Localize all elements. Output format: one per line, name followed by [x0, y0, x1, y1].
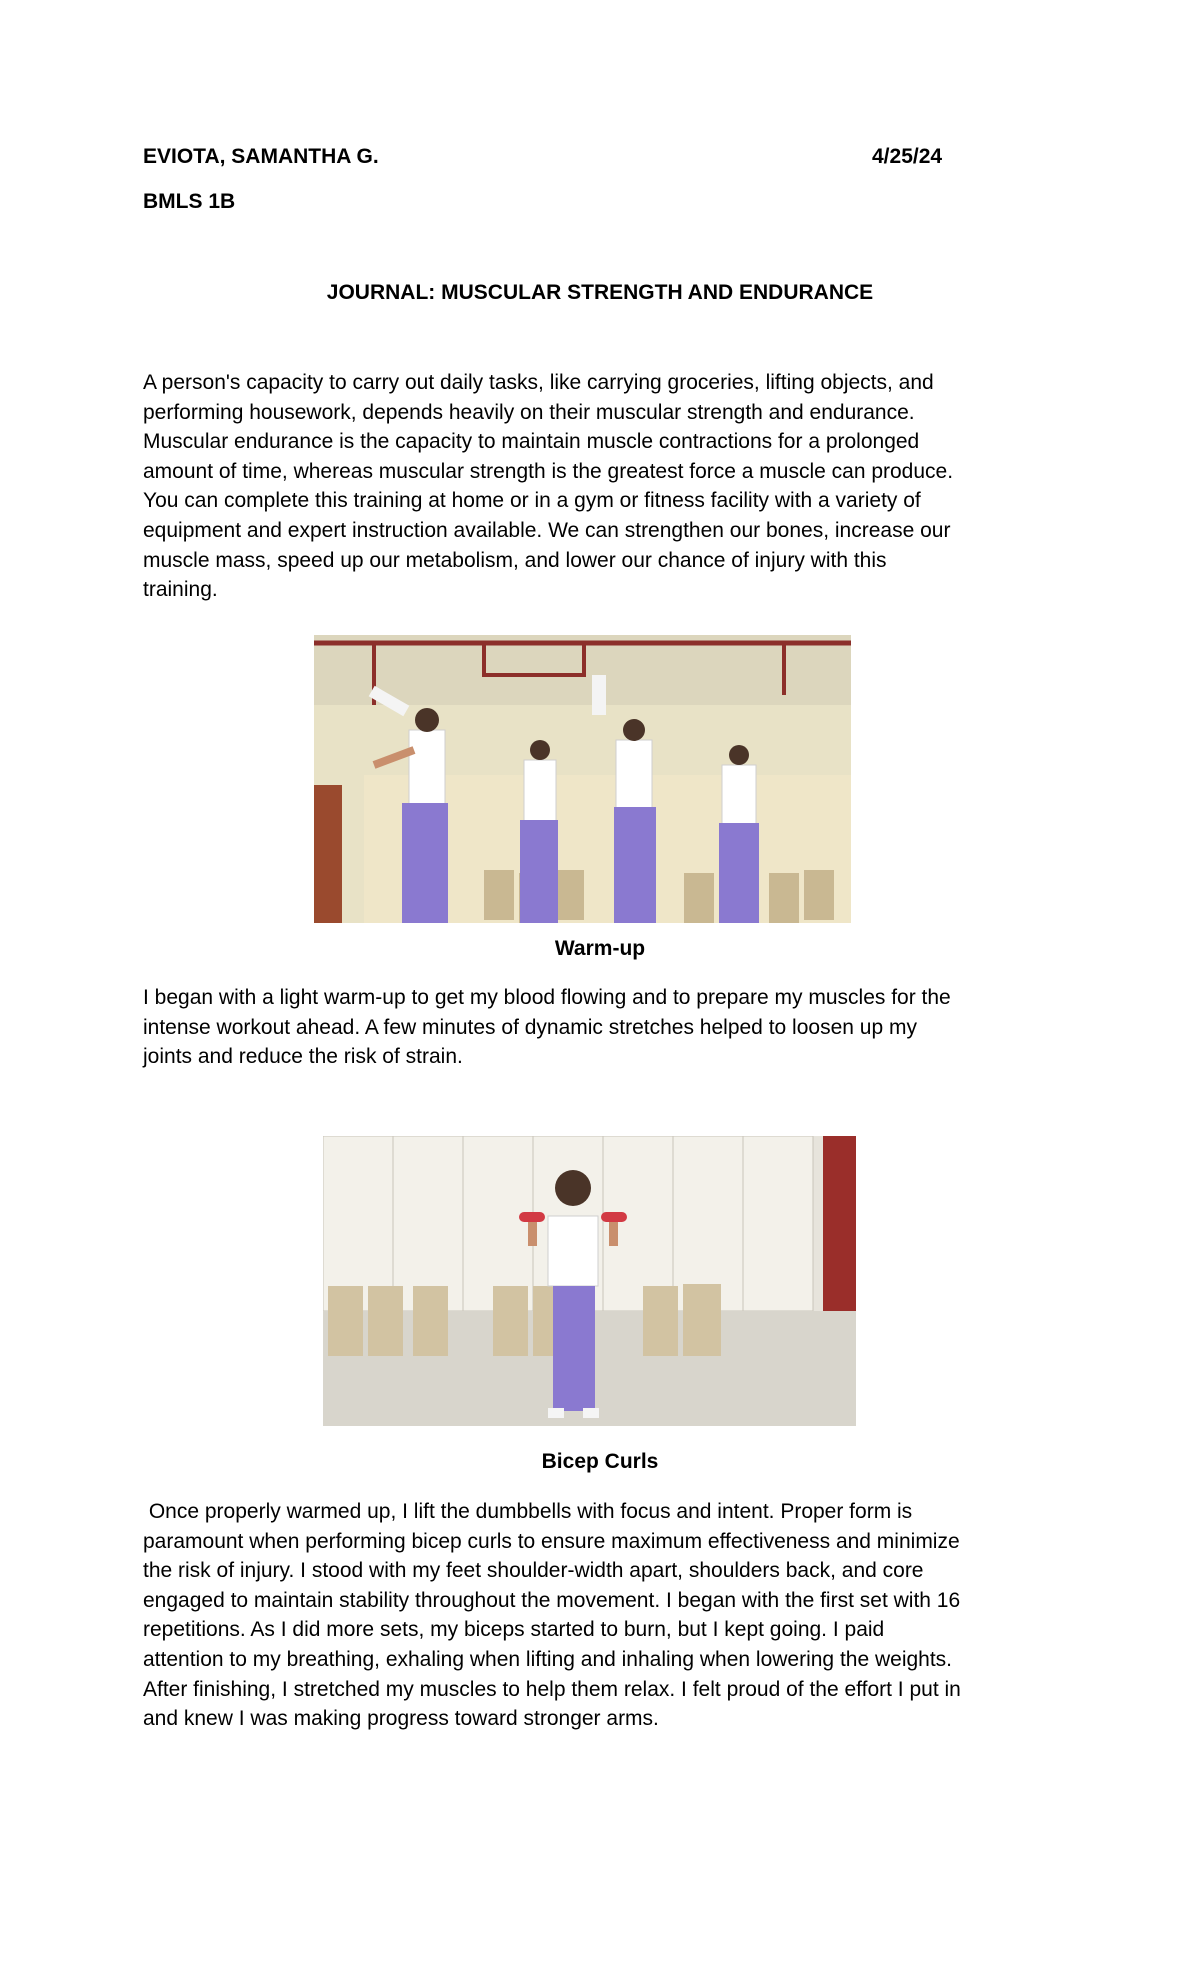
warmup-photo	[314, 635, 851, 923]
warmup-caption: Warm-up	[554, 937, 646, 960]
bicep-line: the risk of injury. I stood with my feet shoulder-width apart, shoulders back, and core	[143, 1559, 924, 1583]
class-section: BMLS 1B	[143, 190, 236, 213]
intro-line: muscle mass, speed up our metabolism, and lower our chance of injury with this	[143, 548, 887, 572]
intro-line: You can complete this training at home or in a gym or fitness facility with a variety of	[143, 489, 921, 513]
intro-line: equipment and expert instruction available. We can strengthen our bones, increase our	[143, 518, 951, 542]
intro-line: performing housework, depends heavily on their muscular strength and endurance.	[143, 400, 915, 424]
bicep-line: After finishing, I stretched my muscles to help them relax. I felt proud of the effort I put in	[143, 1677, 961, 1701]
intro-line: training.	[143, 578, 218, 602]
intro-line: Muscular endurance is the capacity to maintain muscle contractions for a prolonged	[143, 430, 920, 454]
warmup-paragraph	[143, 983, 1073, 1072]
bicep-line: repetitions. As I did more sets, my biceps started to burn, but I kept going. I paid	[143, 1618, 885, 1642]
bicep-line: engaged to maintain stability throughout the movement. I began with the first set with 16	[143, 1588, 961, 1612]
bicep-line: Once properly warmed up, I lift the dumbbells with focus and intent. Proper form is	[143, 1500, 913, 1523]
bicep-curls-photo	[323, 1136, 856, 1426]
intro-paragraph	[143, 368, 1073, 605]
bicep-curls-paragraph	[143, 1497, 1073, 1734]
bicep-curls-caption: Bicep Curls	[541, 1450, 659, 1473]
warmup-line: I began with a light warm-up to get my blood flowing and to prepare my muscles for the	[143, 986, 951, 1009]
bicep-line: and knew I was making progress toward stronger arms.	[143, 1707, 659, 1731]
intro-line: amount of time, whereas muscular strength is the greatest force a muscle can produce.	[143, 459, 954, 483]
journal-title: JOURNAL: MUSCULAR STRENGTH AND ENDURANCE	[326, 281, 874, 304]
bicep-line: attention to my breathing, exhaling when lifting and inhaling when lowering the weights.	[143, 1647, 953, 1671]
entry-date: 4/25/24	[872, 145, 943, 168]
warmup-line: joints and reduce the risk of strain.	[143, 1045, 463, 1069]
bicep-line: paramount when performing bicep curls to ensure maximum effectiveness and minimize	[143, 1529, 960, 1553]
warmup-line: intense workout ahead. A few minutes of dynamic stretches helped to loosen up my	[143, 1015, 917, 1039]
intro-line: A person's capacity to carry out daily tasks, like carrying groceries, lifting objects, and	[143, 371, 934, 394]
student-name: EVIOTA, SAMANTHA G.	[143, 145, 379, 168]
